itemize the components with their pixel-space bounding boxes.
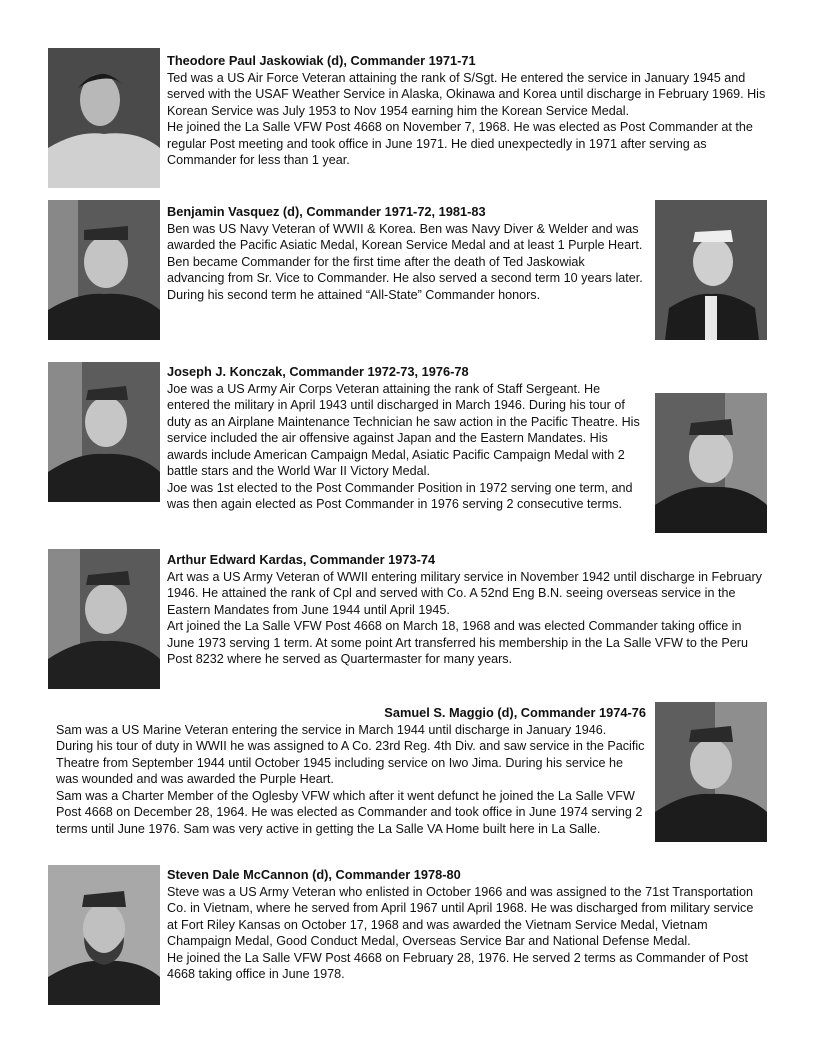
person-silhouette-icon xyxy=(48,549,160,689)
entry-paragraph: Ben became Commander for the first time after the death of Ted Jaskowiak advancing from Sr. Vice to Commander. He also served a second term 10 years later. xyxy=(167,254,643,285)
entry-title: Steven Dale McCannon (d), Commander 1978-80 xyxy=(167,867,461,882)
portrait-konczak xyxy=(48,362,160,502)
portrait-mccannon xyxy=(48,865,160,1005)
entry-paragraph: He joined the La Salle VFW Post 4668 on February 28, 1976. He served 2 terms as Commander of Post 4668 taking office in June 1978. xyxy=(167,950,749,981)
entry-maggio xyxy=(56,705,646,837)
person-silhouette-icon xyxy=(48,48,160,188)
entry-title: Samuel S. Maggio (d), Commander 1974-76 xyxy=(384,705,646,720)
entry-paragraph: Joe was 1st elected to the Post Commander Position in 1972 serving one term, and was then again elected as Post Commander in 1976 serving 2 consecutive terms. xyxy=(167,480,633,511)
entry-paragraph: Joe was a US Army Air Corps Veteran attaining the rank of Staff Sergeant. He entered the military in April 1943 until discharged in March 1946. During his tour of duty as an Airplane Maintenance Technician he saw action in the Pacific Theatre. His service included the air offensive against Japan and the Eastern Mandates. His awards include American Campaign Medal, Asiatic Pacific Campaign Medal with 2 battle stars and the World War II Victory Medal. xyxy=(167,381,640,478)
entry-mccannon xyxy=(167,867,767,983)
entry-paragraph: Ted was a US Air Force Veteran attaining the rank of S/Sgt. He entered the service in January 1945 and served with the USAF Weather Service in Alaska, Okinawa and Korea until discharge in February 1969. His Korean Service was July 1953 to Nov 1954 earning him the Korean Service Medal. xyxy=(167,70,766,118)
entry-paragraph: He joined the La Salle VFW Post 4668 on November 7, 1968. He was elected as Post Commander at the regular Post meeting and took office in June 1971. He died unexpectedly in 1971 after serving as Commander for less than 1 year. xyxy=(167,120,753,167)
portrait-konczak-second xyxy=(655,393,767,533)
entry-jaskowiak xyxy=(167,53,767,169)
entry-title: Arthur Edward Kardas, Commander 1973-74 xyxy=(167,552,436,567)
entry-title: Theodore Paul Jaskowiak (d), Commander 1971-71 xyxy=(167,53,476,68)
person-silhouette-icon xyxy=(48,362,160,502)
portrait-maggio xyxy=(655,702,767,842)
portrait-kardas xyxy=(48,549,160,689)
entry-konczak xyxy=(167,364,645,513)
entry-title: Joseph J. Konczak, Commander 1972-73, 1976-78 xyxy=(167,364,469,379)
portrait-vasquez-second xyxy=(655,200,767,340)
entry-paragraph: During his second term he attained “All-State” Commander honors. xyxy=(167,287,541,302)
person-silhouette-icon xyxy=(655,200,767,340)
person-silhouette-icon xyxy=(655,393,767,533)
entry-paragraph: Steve was a US Army Veteran who enlisted in October 1966 and was assigned to the 71st Transportation Co. in Vietnam, where he served from April 1967 until April 1968. He was discharged from military service at Fort Riley Kansas on October 17, 1968 and was awarded the Vietnam Service Medal, Vietnam Champaign Medal, Good Conduct Medal, Overseas Service Bar and National Defense Medal. xyxy=(167,884,754,948)
entry-title: Benjamin Vasquez (d), Commander 1971-72, 1981-83 xyxy=(167,204,486,219)
entry-paragraph: Art was a US Army Veteran of WWII entering military service in November 1942 until discharge in February 1946. He attained the rank of Cpl and served with Co. A 52nd Eng B.N. seeing overseas service in the Eastern Mandates from June 1944 until April 1945. xyxy=(167,569,762,617)
portrait-vasquez xyxy=(48,200,160,340)
person-silhouette-icon xyxy=(48,865,160,1005)
portrait-jaskowiak xyxy=(48,48,160,188)
entry-paragraph: Ben was US Navy Veteran of WWII & Korea. Ben was Navy Diver & Welder and was awarded the Pacific Asiatic Medal, Korean Service Medal and at least 1 Purple Heart. xyxy=(167,221,643,252)
entry-paragraph: Art joined the La Salle VFW Post 4668 on March 18, 1968 and was elected Commander taking office in June 1973 serving 1 term. At some point Art transferred his membership in the La Salle VFW to the Peru Post 8232 where he served as Quartermaster for many years. xyxy=(167,619,748,666)
person-silhouette-icon xyxy=(48,200,160,340)
person-silhouette-icon xyxy=(655,702,767,842)
entry-paragraph: Sam was a US Marine Veteran entering the service in March 1944 until discharge in January 1946. During his tour of duty in WWII he was assigned to A Co. 23rd Reg. 4th Div. and saw service in the Pacific Theatre from September 1944 until October 1945 including service on Iwo Jima. During his service he was wounded and was awarded the Purple Heart. xyxy=(56,722,645,786)
entry-paragraph: Sam was a Charter Member of the Oglesby VFW which after it went defunct he joined the La Salle VFW Post 4668 on December 28, 1964. He was elected as Commander and took office in June 1974 serving 2 terms until June 1976. Sam was very active in getting the La Salle VA Home built here in La Salle. xyxy=(56,788,643,836)
entry-kardas xyxy=(167,552,767,668)
entry-vasquez xyxy=(167,204,645,303)
